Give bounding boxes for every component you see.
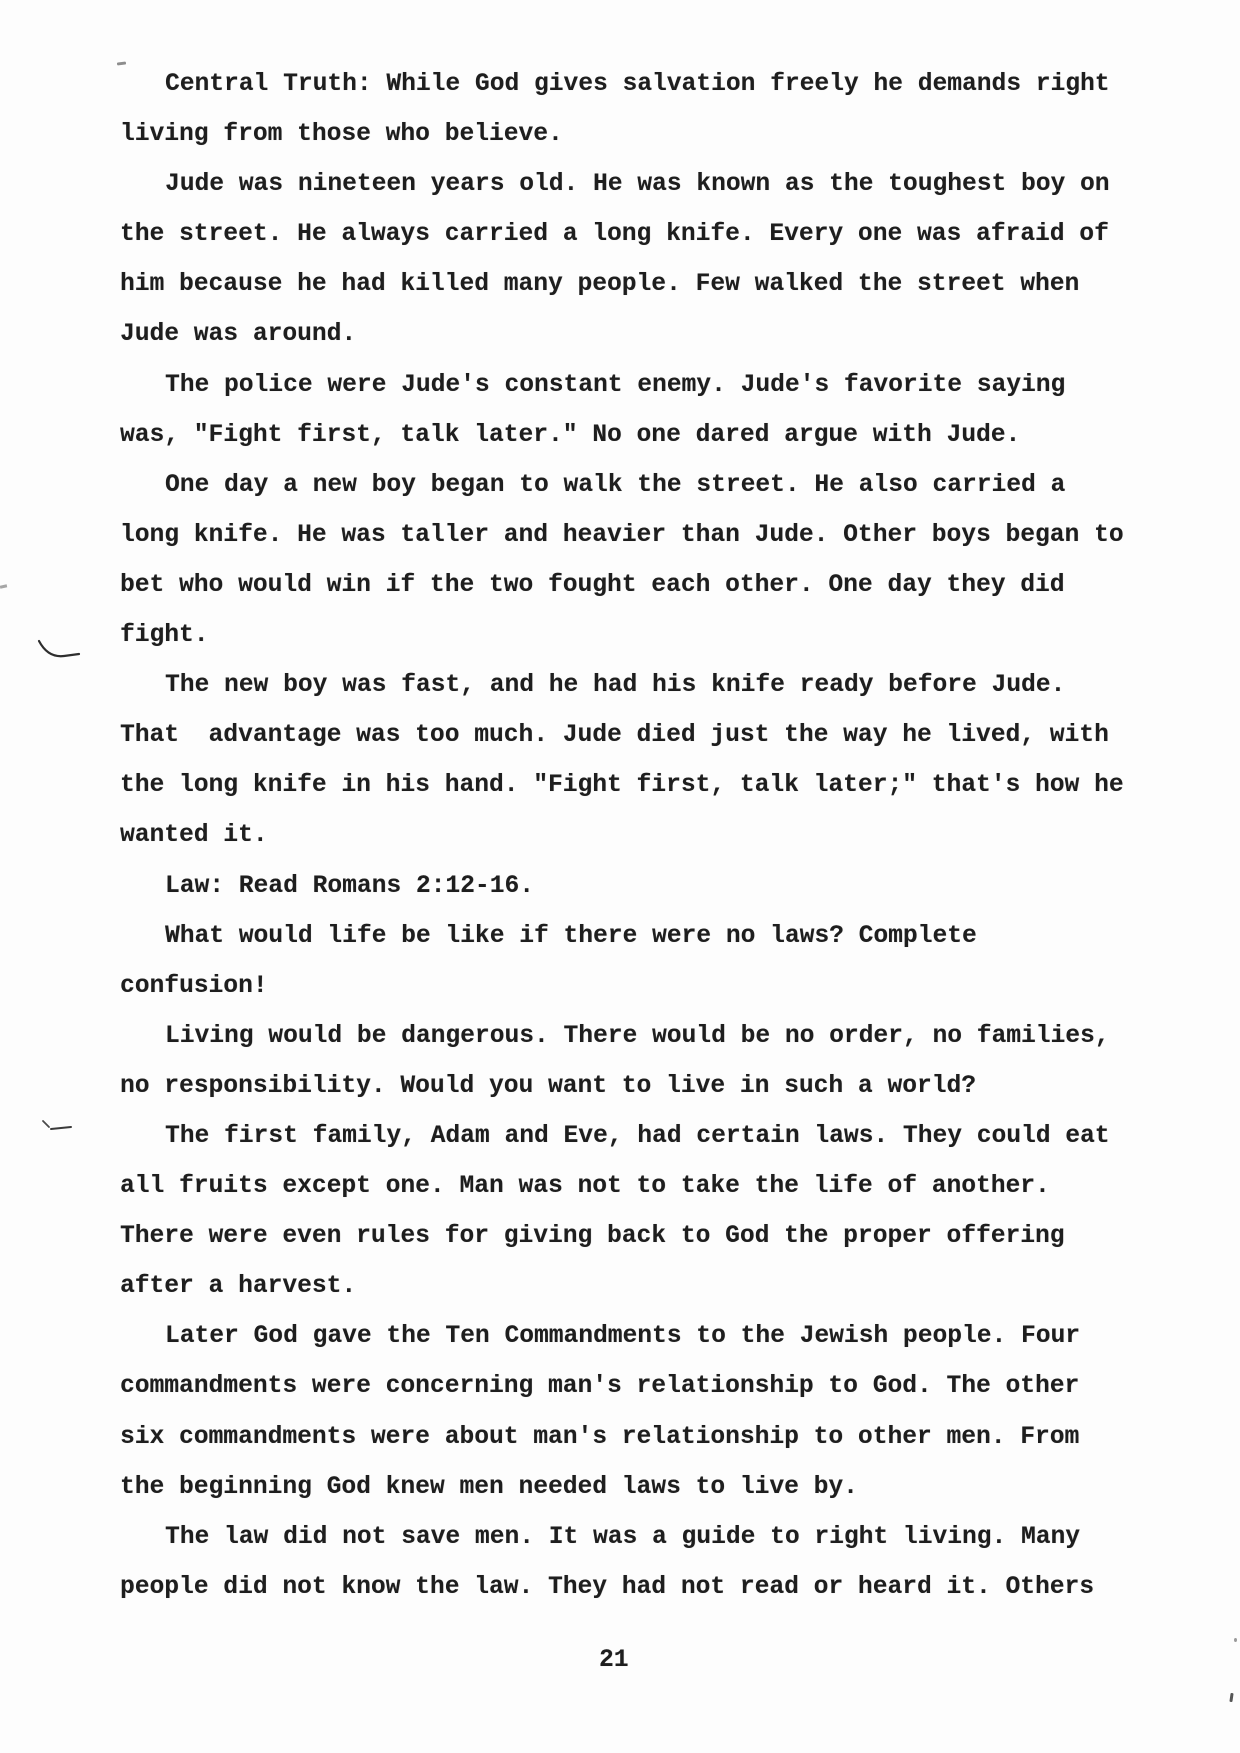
text-line: no responsibility. Would you want to live in such a world? — [120, 1072, 977, 1100]
text-line: the long knife in his hand. "Fight first, talk later;" that's how he — [120, 772, 1124, 800]
page-number: 21 — [599, 1647, 629, 1674]
text-line: The police were Jude's constant enemy. Jude's favorite saying — [165, 371, 1066, 399]
text-line: fight. — [120, 622, 209, 650]
text-line: confusion! — [120, 972, 268, 1000]
typewritten-text — [120, 60, 1200, 1613]
edge-ink-dash-mark — [0, 584, 7, 588]
text-line: him because he had killed many people. Few walked the street when — [120, 271, 1080, 299]
text-line: Law: Read Romans 2:12-16. — [165, 872, 534, 900]
text-line: wanted it. — [120, 822, 268, 850]
text-line: Later God gave the Ten Commandments to the Jewish people. Four — [165, 1323, 1081, 1351]
text-line: The new boy was fast, and he had his knife ready before Jude. — [165, 672, 1066, 700]
text-line: after a harvest. — [120, 1273, 357, 1301]
text-line: Jude was around. — [120, 321, 357, 349]
text-line: The law did not save men. It was a guide to right living. Many — [165, 1523, 1081, 1551]
text-line: people did not know the law. They had not read or heard it. Others — [120, 1573, 1095, 1601]
text-line: commandments were concerning man's relationship to God. The other — [120, 1373, 1080, 1401]
text-line: One day a new boy began to walk the street. He also carried a — [165, 471, 1066, 499]
text-line: Living would be dangerous. There would be no order, no families, — [165, 1022, 1110, 1050]
handwritten-curve-mark — [36, 638, 82, 664]
text-line: the street. He always carried a long knife. Every one was afraid of — [120, 221, 1109, 249]
ink-speck — [1234, 1638, 1237, 1642]
handwritten-tick-mark — [40, 1118, 76, 1138]
text-line: the beginning God knew men needed laws to live by. — [120, 1473, 858, 1501]
text-line: What would life be like if there were no laws? Complete — [165, 922, 977, 950]
ink-speck — [1229, 1693, 1233, 1702]
text-line: There were even rules for giving back to God the proper offering — [120, 1223, 1065, 1251]
text-line: Central Truth: While God gives salvation freely he demands right — [165, 71, 1110, 98]
text-line: six commandments were about man's relationship to other men. From — [120, 1423, 1080, 1451]
text-line: all fruits except one. Man was not to take the life of another. — [120, 1173, 1050, 1201]
text-line: The first family, Adam and Eve, had certain laws. They could eat — [165, 1122, 1110, 1150]
text-line: Jude was nineteen years old. He was known as the toughest boy on — [165, 171, 1110, 199]
text-line: living from those who believe. — [120, 121, 563, 149]
text-line: That advantage was too much. Jude died just the way he lived, with — [120, 722, 1109, 750]
text-line: long knife. He was taller and heavier than Jude. Other boys began to — [120, 521, 1124, 549]
text-line: was, "Fight first, talk later." No one dared argue with Jude. — [120, 421, 1021, 449]
text-line: bet who would win if the two fought each other. One day they did — [120, 571, 1065, 599]
